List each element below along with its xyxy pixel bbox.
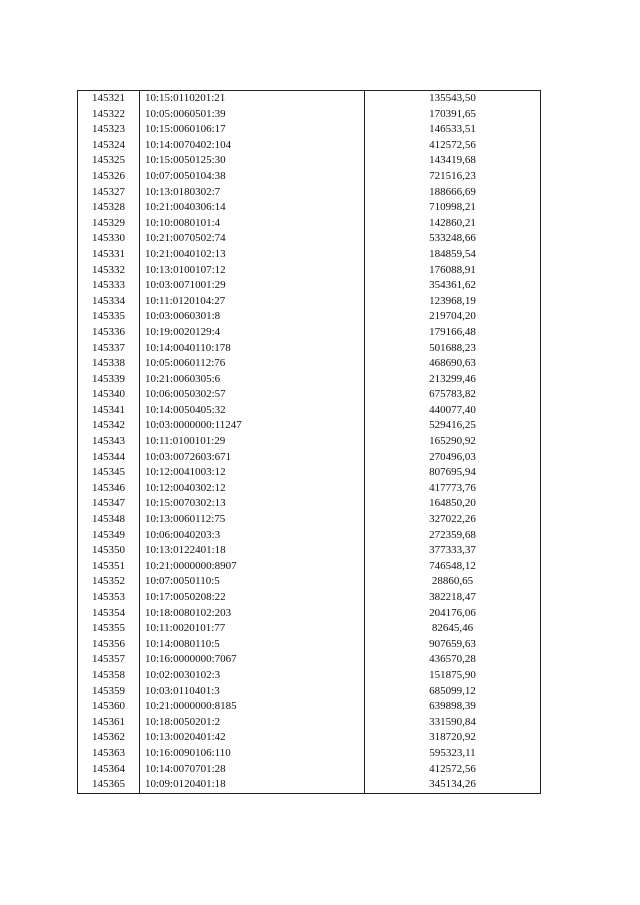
- table-row: [78, 450, 541, 466]
- table-row: [78, 153, 541, 169]
- row-number-cell: 145335: [78, 309, 140, 325]
- table-row: [78, 372, 541, 388]
- row-number-cell: 145322: [78, 107, 140, 123]
- row-number-cell: 145341: [78, 403, 140, 419]
- cadastral-number-cell: 10:14:0070402:104: [140, 138, 365, 154]
- row-number-cell: 145356: [78, 637, 140, 653]
- cadastral-number-cell: 10:11:0120104:27: [140, 294, 365, 310]
- row-number-cell: 145325: [78, 153, 140, 169]
- cadastral-number-cell: 10:15:0110201:21: [140, 91, 365, 107]
- cadastral-number-cell: 10:05:0060112:76: [140, 356, 365, 372]
- cadastral-number-cell: 10:03:0110401:3: [140, 684, 365, 700]
- value-cell: 377333,37: [365, 543, 541, 559]
- table-row: [78, 777, 541, 793]
- row-number-cell: 145352: [78, 574, 140, 590]
- table-row: [78, 418, 541, 434]
- row-number-cell: 145328: [78, 200, 140, 216]
- value-cell: 142860,21: [365, 216, 541, 232]
- row-number-cell: 145330: [78, 231, 140, 247]
- row-number-cell: 145338: [78, 356, 140, 372]
- table-row: [78, 200, 541, 216]
- cadastral-number-cell: 10:15:0050125:30: [140, 153, 365, 169]
- table-row: [78, 715, 541, 731]
- table-row: [78, 590, 541, 606]
- value-cell: 165290,92: [365, 434, 541, 450]
- table-row: [78, 762, 541, 778]
- table-row: [78, 746, 541, 762]
- value-cell: 143419,68: [365, 153, 541, 169]
- row-number-cell: 145340: [78, 387, 140, 403]
- cadastral-number-cell: 10:13:0180302:7: [140, 185, 365, 201]
- row-number-cell: 145362: [78, 730, 140, 746]
- table-row: [78, 637, 541, 653]
- table-row: [78, 356, 541, 372]
- value-cell: 270496,03: [365, 450, 541, 466]
- row-number-cell: 145351: [78, 559, 140, 575]
- value-cell: 327022,26: [365, 512, 541, 528]
- row-number-cell: 145359: [78, 684, 140, 700]
- row-number-cell: 145336: [78, 325, 140, 341]
- row-number-cell: 145357: [78, 652, 140, 668]
- table-row: [78, 278, 541, 294]
- value-cell: 151875,90: [365, 668, 541, 684]
- table-row: [78, 434, 541, 450]
- value-cell: 440077,40: [365, 403, 541, 419]
- row-number-cell: 145326: [78, 169, 140, 185]
- row-number-cell: 145348: [78, 512, 140, 528]
- cadastral-number-cell: 10:11:0020101:77: [140, 621, 365, 637]
- row-number-cell: 145363: [78, 746, 140, 762]
- table-row: [78, 91, 541, 107]
- cadastral-number-cell: 10:15:0060106:17: [140, 122, 365, 138]
- value-cell: 213299,46: [365, 372, 541, 388]
- cadastral-number-cell: 10:03:0060301:8: [140, 309, 365, 325]
- cadastral-number-cell: 10:21:0070502:74: [140, 231, 365, 247]
- value-cell: 219704,20: [365, 309, 541, 325]
- row-number-cell: 145361: [78, 715, 140, 731]
- row-number-cell: 145342: [78, 418, 140, 434]
- value-cell: 354361,62: [365, 278, 541, 294]
- table-row: [78, 122, 541, 138]
- row-number-cell: 145355: [78, 621, 140, 637]
- value-cell: 685099,12: [365, 684, 541, 700]
- value-cell: 382218,47: [365, 590, 541, 606]
- table-row: [78, 107, 541, 123]
- value-cell: 184859,54: [365, 247, 541, 263]
- value-cell: 28860,65: [365, 574, 541, 590]
- table-row: [78, 481, 541, 497]
- row-number-cell: 145321: [78, 91, 140, 107]
- row-number-cell: 145323: [78, 122, 140, 138]
- table-row: [78, 621, 541, 637]
- cadastral-number-cell: 10:13:0060112:75: [140, 512, 365, 528]
- row-number-cell: 145343: [78, 434, 140, 450]
- cadastral-number-cell: 10:03:0071001:29: [140, 278, 365, 294]
- table-row: [78, 512, 541, 528]
- table-row: [78, 606, 541, 622]
- value-cell: 417773,76: [365, 481, 541, 497]
- row-number-cell: 145350: [78, 543, 140, 559]
- value-cell: 204176,06: [365, 606, 541, 622]
- row-number-cell: 145339: [78, 372, 140, 388]
- table-row: [78, 341, 541, 357]
- row-number-cell: 145358: [78, 668, 140, 684]
- value-cell: 412572,56: [365, 138, 541, 154]
- cadastral-number-cell: 10:14:0050405:32: [140, 403, 365, 419]
- value-cell: 807695,94: [365, 465, 541, 481]
- table-row: [78, 138, 541, 154]
- cadastral-number-cell: 10:12:0040302:12: [140, 481, 365, 497]
- cadastral-number-cell: 10:16:0090106:110: [140, 746, 365, 762]
- row-number-cell: 145333: [78, 278, 140, 294]
- value-cell: 179166,48: [365, 325, 541, 341]
- table-row: [78, 247, 541, 263]
- table-row: [78, 559, 541, 575]
- table-row: [78, 309, 541, 325]
- table-row: [78, 403, 541, 419]
- cadastral-number-cell: 10:21:0060305:6: [140, 372, 365, 388]
- table-row: [78, 465, 541, 481]
- table-row: [78, 169, 541, 185]
- cadastral-number-cell: 10:13:0122401:18: [140, 543, 365, 559]
- value-cell: 176088,91: [365, 263, 541, 279]
- row-number-cell: 145364: [78, 762, 140, 778]
- table-row: [78, 574, 541, 590]
- table-row: [78, 185, 541, 201]
- row-number-cell: 145353: [78, 590, 140, 606]
- value-cell: 123968,19: [365, 294, 541, 310]
- table-row: [78, 543, 541, 559]
- value-cell: 639898,39: [365, 699, 541, 715]
- cadastral-number-cell: 10:09:0120401:18: [140, 777, 365, 793]
- value-cell: 595323,11: [365, 746, 541, 762]
- table-row: [78, 231, 541, 247]
- value-cell: 345134,26: [365, 777, 541, 793]
- row-number-cell: 145327: [78, 185, 140, 201]
- value-cell: 82645,46: [365, 621, 541, 637]
- cadastral-number-cell: 10:11:0100101:29: [140, 434, 365, 450]
- cadastral-number-cell: 10:16:0000000:7067: [140, 652, 365, 668]
- value-cell: 529416,25: [365, 418, 541, 434]
- value-cell: 675783,82: [365, 387, 541, 403]
- cadastral-number-cell: 10:02:0030102:3: [140, 668, 365, 684]
- row-number-cell: 145354: [78, 606, 140, 622]
- row-number-cell: 145334: [78, 294, 140, 310]
- cadastral-number-cell: 10:07:0050110:5: [140, 574, 365, 590]
- cadastral-number-cell: 10:21:0040306:14: [140, 200, 365, 216]
- value-cell: 533248,66: [365, 231, 541, 247]
- value-cell: 468690,63: [365, 356, 541, 372]
- value-cell: 412572,56: [365, 762, 541, 778]
- table-row: [78, 684, 541, 700]
- table-row: [78, 325, 541, 341]
- value-cell: 331590,84: [365, 715, 541, 731]
- row-number-cell: 145345: [78, 465, 140, 481]
- table-row: [78, 668, 541, 684]
- cadastral-number-cell: 10:13:0020401:42: [140, 730, 365, 746]
- cadastral-number-cell: 10:17:0050208:22: [140, 590, 365, 606]
- row-number-cell: 145346: [78, 481, 140, 497]
- cadastral-number-cell: 10:06:0050302:57: [140, 387, 365, 403]
- value-cell: 135543,50: [365, 91, 541, 107]
- table-body: [78, 91, 541, 794]
- table-row: [78, 294, 541, 310]
- value-cell: 318720,92: [365, 730, 541, 746]
- value-cell: 710998,21: [365, 200, 541, 216]
- value-cell: 164850,20: [365, 496, 541, 512]
- cadastral-number-cell: 10:05:0060501:39: [140, 107, 365, 123]
- cadastral-number-cell: 10:10:0080101:4: [140, 216, 365, 232]
- row-number-cell: 145349: [78, 528, 140, 544]
- table-row: [78, 652, 541, 668]
- table-row: [78, 216, 541, 232]
- cadastral-number-cell: 10:14:0070701:28: [140, 762, 365, 778]
- value-cell: 746548,12: [365, 559, 541, 575]
- cadastral-number-cell: 10:18:0050201:2: [140, 715, 365, 731]
- cadastral-number-cell: 10:03:0072603:671: [140, 450, 365, 466]
- row-number-cell: 145337: [78, 341, 140, 357]
- cadastral-number-cell: 10:14:0040110:178: [140, 341, 365, 357]
- row-number-cell: 145332: [78, 263, 140, 279]
- cadastral-number-cell: 10:15:0070302:13: [140, 496, 365, 512]
- cadastral-number-cell: 10:21:0000000:8907: [140, 559, 365, 575]
- value-cell: 170391,65: [365, 107, 541, 123]
- value-cell: 907659,63: [365, 637, 541, 653]
- cadastral-number-cell: 10:12:0041003:12: [140, 465, 365, 481]
- row-number-cell: 145324: [78, 138, 140, 154]
- cadastral-number-cell: 10:19:0020129:4: [140, 325, 365, 341]
- value-cell: 501688,23: [365, 341, 541, 357]
- row-number-cell: 145344: [78, 450, 140, 466]
- cadastral-number-cell: 10:13:0100107:12: [140, 263, 365, 279]
- data-table: [77, 90, 541, 794]
- cadastral-number-cell: 10:07:0050104:38: [140, 169, 365, 185]
- table-row: [78, 496, 541, 512]
- value-cell: 436570,28: [365, 652, 541, 668]
- row-number-cell: 145347: [78, 496, 140, 512]
- table-row: [78, 730, 541, 746]
- cadastral-number-cell: 10:14:0080110:5: [140, 637, 365, 653]
- row-number-cell: 145365: [78, 777, 140, 793]
- value-cell: 721516,23: [365, 169, 541, 185]
- cadastral-number-cell: 10:21:0000000:8185: [140, 699, 365, 715]
- table-row: [78, 528, 541, 544]
- value-cell: 188666,69: [365, 185, 541, 201]
- table-row: [78, 263, 541, 279]
- table-row: [78, 699, 541, 715]
- row-number-cell: 145329: [78, 216, 140, 232]
- cadastral-number-cell: 10:18:0080102:203: [140, 606, 365, 622]
- value-cell: 272359,68: [365, 528, 541, 544]
- cadastral-number-cell: 10:21:0040102:13: [140, 247, 365, 263]
- row-number-cell: 145360: [78, 699, 140, 715]
- row-number-cell: 145331: [78, 247, 140, 263]
- cadastral-number-cell: 10:06:0040203:3: [140, 528, 365, 544]
- cadastral-number-cell: 10:03:0000000:11247: [140, 418, 365, 434]
- table-row: [78, 387, 541, 403]
- value-cell: 146533,51: [365, 122, 541, 138]
